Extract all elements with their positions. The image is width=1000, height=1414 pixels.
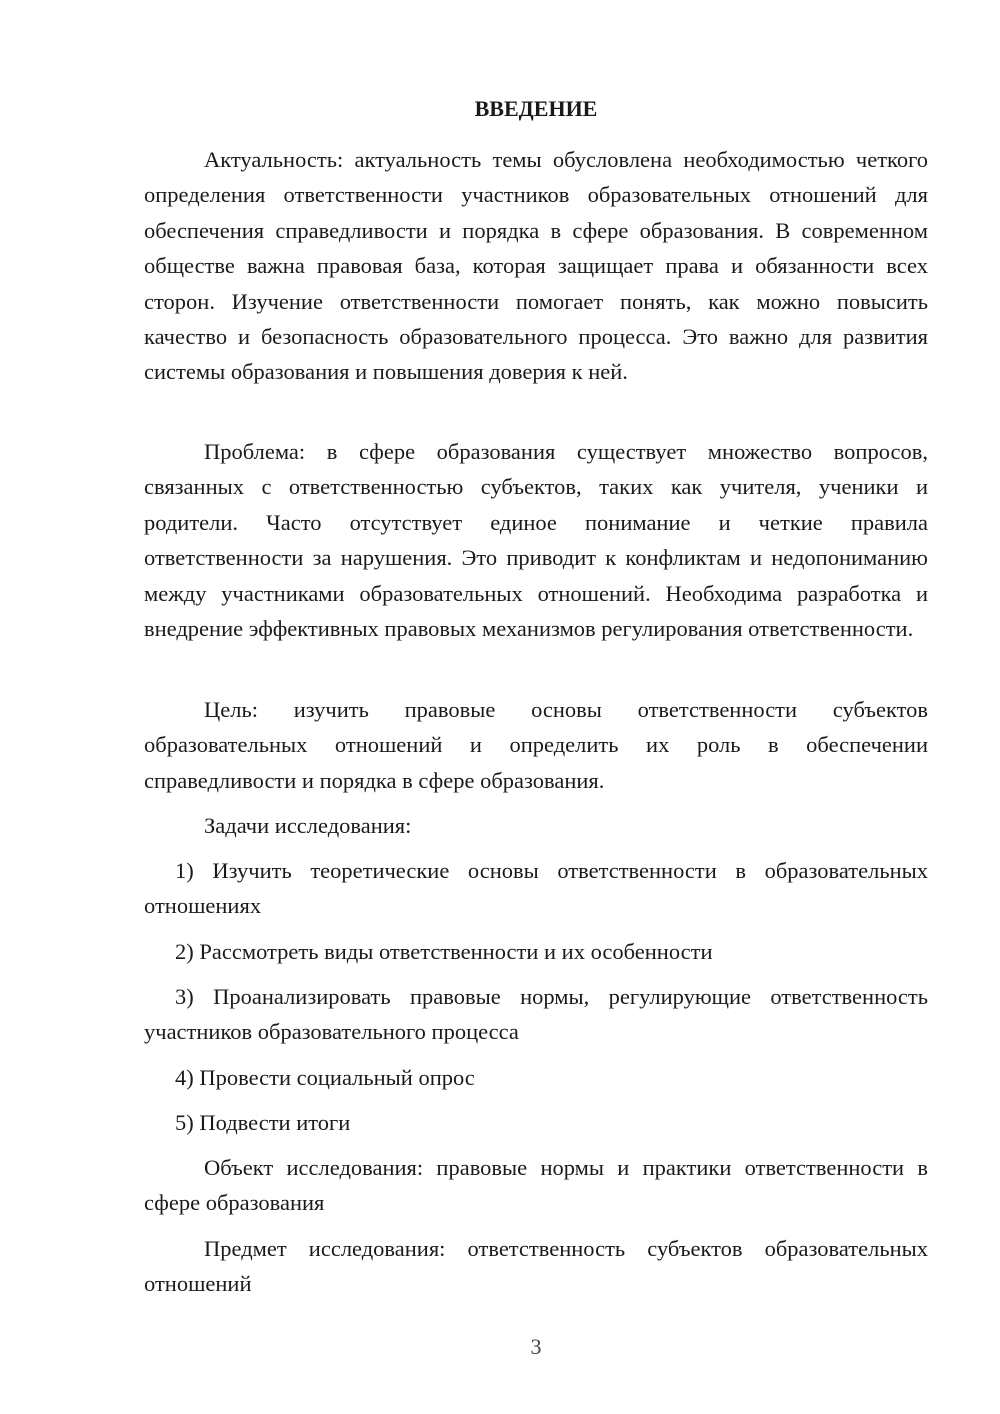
paragraph-relevance: Актуальность: актуальность темы обусловлена необходимостью четкого определения ответственности участников образовательных отношений для обеспечения справедливости и порядка в сфере образования. В современном обществе важна правовая база, которая защищает права и обязанности всех сторон. Изучение ответственности помогает понять, как можно повысить качество и безопасность образовательного процесса. Это важно для развития системы образования и повышения доверия к ней. [144,147,928,385]
page-number: 3 [530,1334,542,1359]
paragraph-subject: Предмет исследования: ответственность субъектов образовательных отношений [144,1236,928,1297]
task-item-5: 5) Подвести итоги [175,1110,351,1135]
task-item-2: 2) Рассмотреть виды ответственности и их особенности [175,939,713,964]
task-item-4: 4) Провести социальный опрос [175,1065,475,1090]
document-page [144,0,928,1414]
tasks-heading: Задачи исследования: [204,813,412,838]
page-title: ВВЕДЕНИЕ [474,96,598,121]
task-item-1: 1) Изучить теоретические основы ответственности в образовательных отношениях [144,858,928,919]
paragraph-goal: Цель: изучить правовые основы ответственности субъектов образовательных отношений и определить их роль в обеспечении справедливости и порядка в сфере образования. [144,697,928,793]
paragraph-object: Объект исследования: правовые нормы и практики ответственности в сфере образования [144,1155,928,1216]
paragraph-problem: Проблема: в сфере образования существует множество вопросов, связанных с ответственностью субъектов, таких как учителя, ученики и родители. Часто отсутствует единое понимание и четкие правила ответственности за нарушения. Это приводит к конфликтам и недопониманию между участниками образовательных отношений. Необходима разработка и внедрение эффективных правовых механизмов регулирования ответственности. [144,439,928,642]
task-item-3: 3) Проанализировать правовые нормы, регулирующие ответственность участников образовательного процесса [144,984,928,1045]
